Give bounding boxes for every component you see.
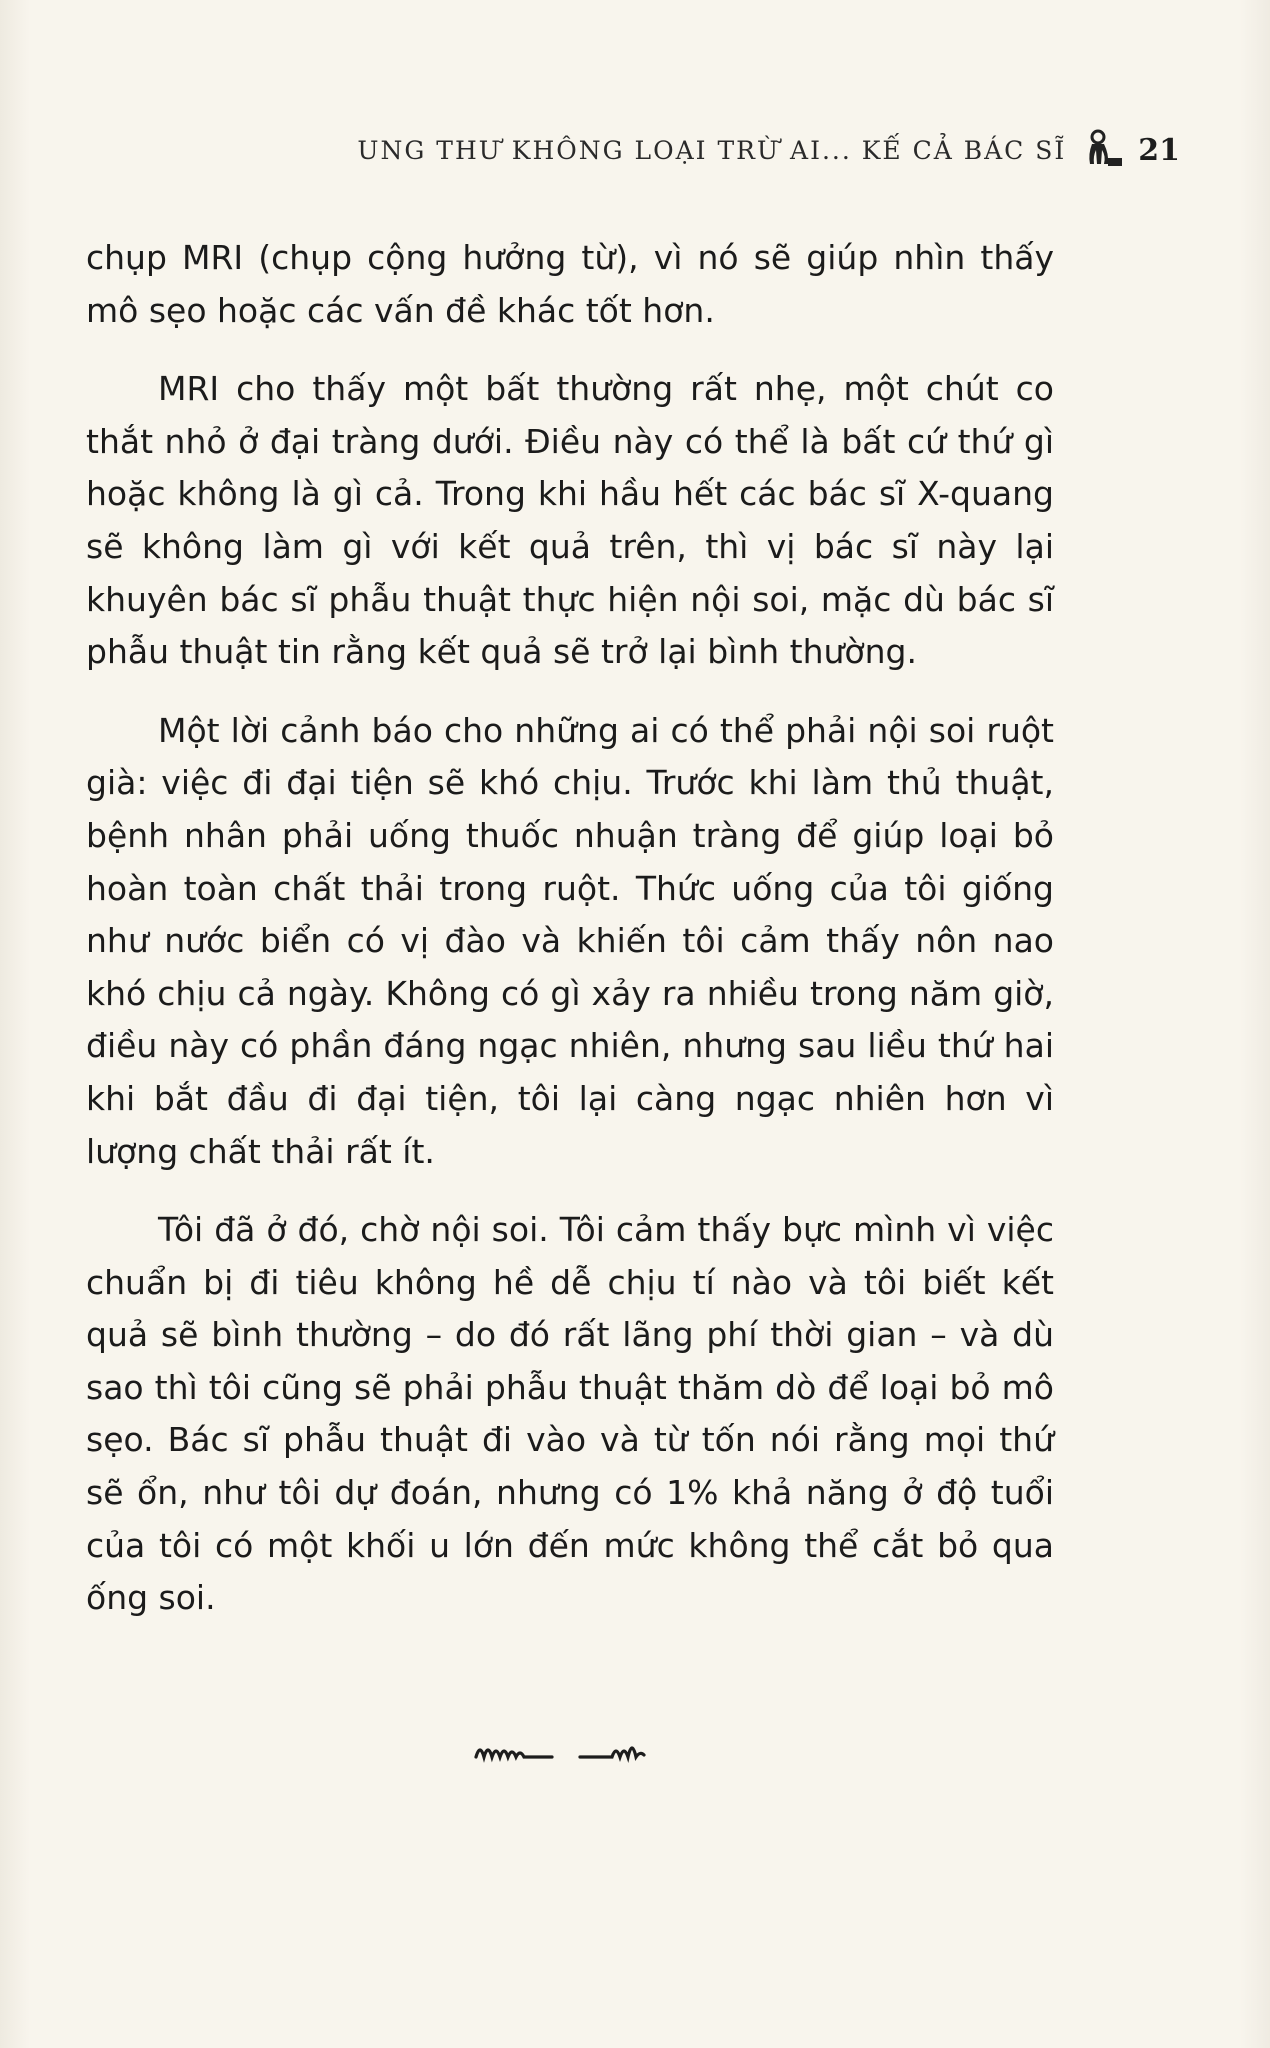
running-header [300,128,1180,172]
paragraph-4: Tôi đã ở đó, chờ nội soi. Tôi cảm thấy bực mình vì việc chuẩn bị đi tiêu không hề dễ chịu tí nào và tôi biết kết quả sẽ bình thường – do đó rất lãng phí thời gian – và dù sao thì tôi cũng sẽ phải phẫu thuật thăm dò để loại bỏ mô sẹo. Bác sĩ phẫu thuật đi vào và từ tốn nói rằng mọi thứ sẽ ổn, như tôi dự đoán, nhưng có 1% khả năng ở độ tuổi của tôi có một khối u lớn đến mức không thể cắt bỏ qua ống soi. [86,1210,1054,1618]
paragraph-2: MRI cho thấy một bất thường rất nhẹ, một chút co thắt nhỏ ở đại tràng dưới. Điều này có thể là bất cứ thứ gì hoặc không là gì cả. Trong khi hầu hết các bác sĩ X-quang sẽ không làm gì với kết quả trên, thì vị bác sĩ này lại khuyên bác sĩ phẫu thuật thực hiện nội soi, mặc dù bác sĩ phẫu thuật tin rằng kết quả sẽ trở lại bình thường. [86,369,1054,672]
page-number: 21 [1138,132,1180,168]
paragraph-3: Một lời cảnh báo cho những ai có thể phải nội soi ruột già: việc đi đại tiện sẽ khó chịu. Trước khi làm thủ thuật, bệnh nhân phải uống thuốc nhuận tràng để giúp loại bỏ hoàn toàn chất thải trong ruột. Thức uống của tôi giống như nước biển có vị đào và khiến tôi cảm thấy nôn nao khó chịu cả ngày. Không có gì xảy ra nhiều trong năm giờ, điều này có phần đáng ngạc nhiên, nhưng sau liều thứ hai khi bắt đầu đi đại tiện, tôi lại càng ngạc nhiên hơn vì lượng chất thải rất ít. [86,710,1054,1171]
body-text [86,232,1054,1651]
running-title: UNG THƯ KHÔNG LOẠI TRỪ AI... KẾ CẢ BÁC SĨ [357,135,1067,165]
flourish-ornament-icon [470,1735,670,1775]
paragraph-1: chụp MRI (chụp cộng hưởng từ), vì nó sẽ giúp nhìn thấy mô sẹo hoặc các vấn đề khác tốt hơn. [86,238,1054,330]
figure-logo-icon [1080,128,1124,172]
